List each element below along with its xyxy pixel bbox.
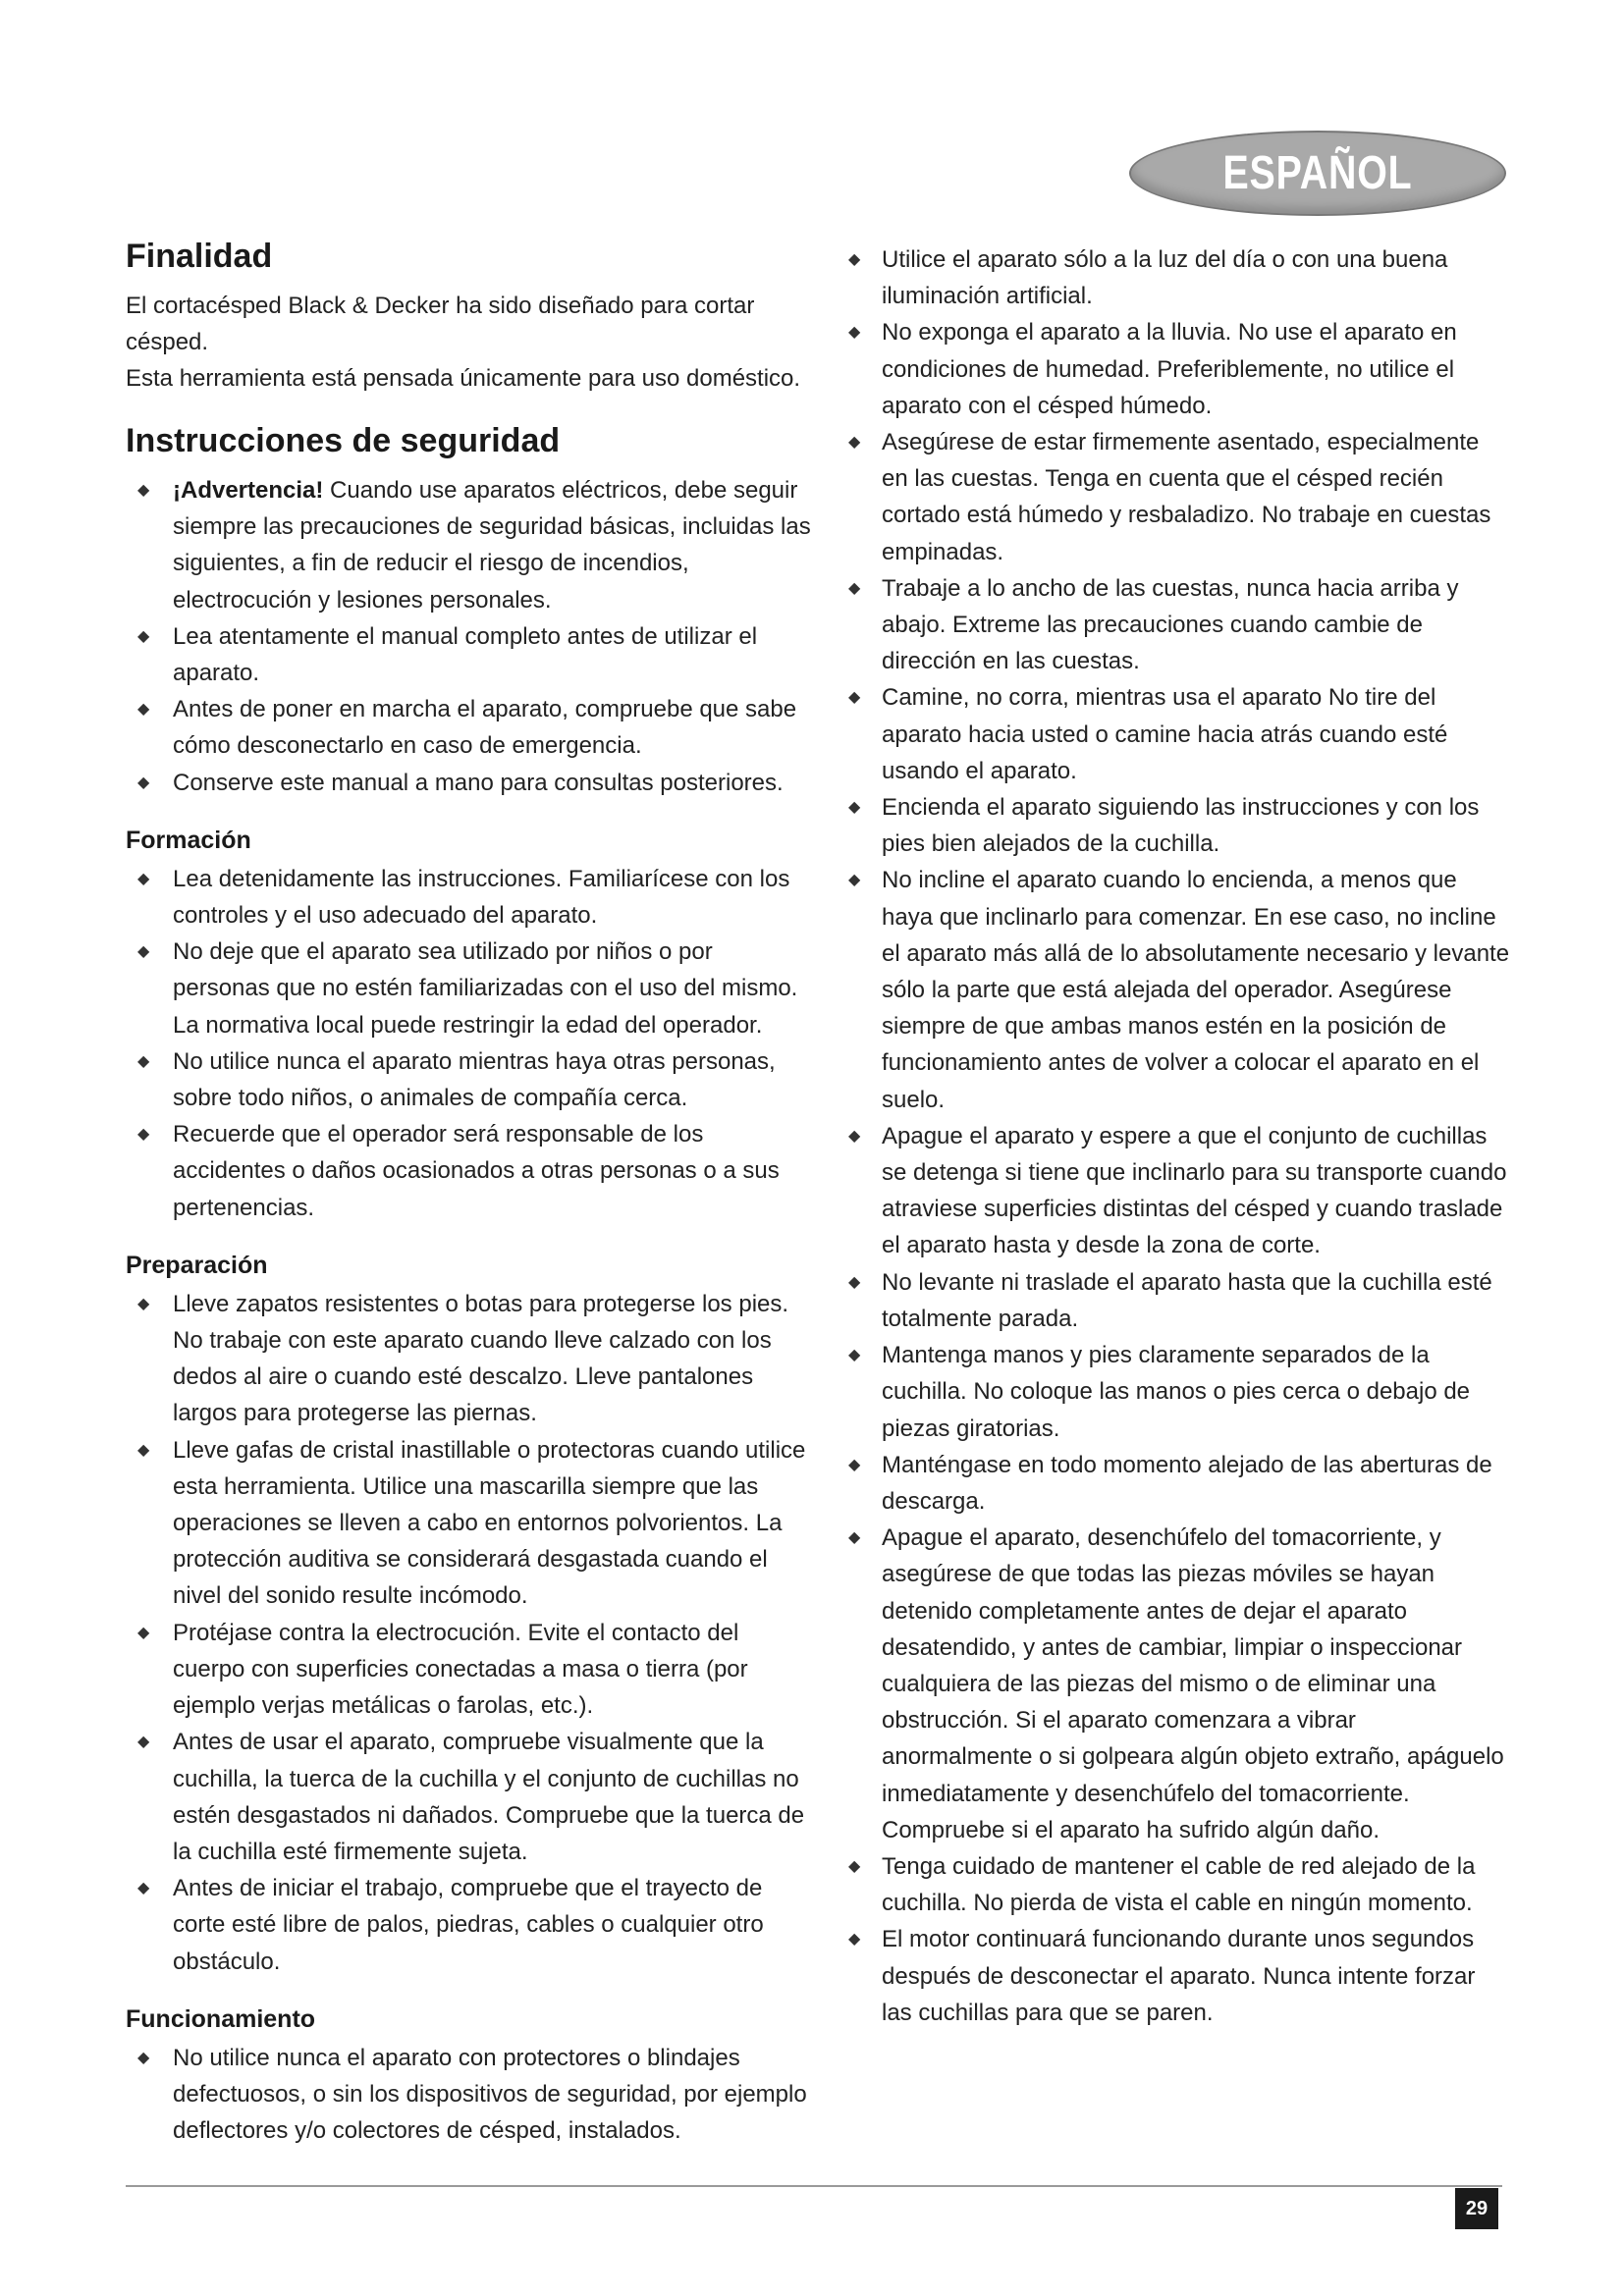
list-item: ◆ Lea atentamente el manual completo antes de utilizar el aparato. [126, 618, 813, 691]
list-item: ◆ Antes de poner en marcha el aparato, compruebe que sabe cómo desconectarlo en caso de emergencia. [126, 691, 813, 764]
list-item: ◆ Protéjase contra la electrocución. Evite el contacto del cuerpo con superficies conectadas a masa o tierra (por ejemplo verjas metálicas o farolas, etc.). [126, 1615, 813, 1725]
bullet-diamond-icon: ◆ [137, 943, 150, 961]
bullet-diamond-icon: ◆ [137, 482, 150, 499]
list-item: ◆ No exponga el aparato a la lluvia. No use el aparato en condiciones de humedad. Preferiblemente, no utilice el aparato con el césped húmedo. [842, 314, 1510, 424]
bullet-diamond-icon: ◆ [137, 1052, 150, 1070]
bullet-diamond-icon: ◆ [848, 324, 861, 342]
list-item: ◆ Mantenga manos y pies claramente separados de la cuchilla. No coloque las manos o pies cerca o debajo de piezas giratorias. [842, 1337, 1510, 1447]
bullet-diamond-icon: ◆ [848, 1347, 861, 1364]
page-number: 29 [1455, 2188, 1498, 2229]
list-item: ◆ Apague el aparato, desenchúfelo del tomacorriente, y asegúrese de que todas las piezas móviles se hayan detenido completamente antes de dejar el aparato desatendido, y antes de cambiar, limpiar o inspeccionar cualquiera de las piezas del mismo o de eliminar una obstrucción. Si el aparato comenzara a vibrar anormalmente o si golpeara algún objeto extraño, apáguelo inmediatamente y desenchúfelo del tomacorriente. Compruebe si el aparato ha sufrido algún daño. [842, 1520, 1510, 1848]
bullet-diamond-icon: ◆ [848, 1456, 861, 1473]
list-item: ◆ Conserve este manual a mano para consultas posteriores. [126, 765, 813, 801]
funcionamiento-list [126, 2040, 813, 2150]
warning-label: ¡Advertencia! [173, 477, 324, 504]
bullet-diamond-icon: ◆ [848, 1127, 861, 1145]
right-column [842, 241, 1510, 2031]
list-item: ◆ No incline el aparato cuando lo encienda, a menos que haya que inclinarlo para comenzar. En ese caso, no incline el aparato más allá de lo absolutamente necesario y levante sólo la parte que está alejada del operador. Asegúrese siempre de que ambas manos estén en la posición de funcionamiento antes de volver a colocar el aparato en el suelo. [842, 862, 1510, 1117]
list-item: ◆ Lea detenidamente las instrucciones. Familiarícese con los controles y el uso adecuado del aparato. [126, 861, 813, 934]
finalidad-paragraph-1: El cortacésped Black & Decker ha sido diseñado para cortar césped. [126, 293, 755, 355]
preparacion-list [126, 1286, 813, 1980]
left-column [126, 238, 813, 2149]
list-item: ◆ Recuerde que el operador será responsable de los accidentes o daños ocasionados a otras personas o a sus pertenencias. [126, 1116, 813, 1226]
bullet-diamond-icon: ◆ [848, 1273, 861, 1291]
warning-text: Cuando use aparatos eléctricos, debe seguir siempre las precauciones de seguridad básicas, incluidas las siguientes, a fin de reducir el riesgo de incendios, electrocución y lesiones personales. [173, 477, 811, 614]
bullet-diamond-icon: ◆ [848, 799, 861, 817]
list-item: ◆ Tenga cuidado de mantener el cable de red alejado de la cuchilla. No pierda de vista el cable en ningún momento. [842, 1848, 1510, 1921]
bullet-diamond-icon: ◆ [137, 774, 150, 791]
bullet-diamond-icon: ◆ [848, 434, 861, 452]
bullet-diamond-icon: ◆ [848, 1529, 861, 1547]
list-item: ◆ Antes de iniciar el trabajo, compruebe que el trayecto de corte esté libre de palos, piedras, cables o cualquier otro obstáculo. [126, 1870, 813, 1980]
bullet-diamond-icon: ◆ [848, 689, 861, 707]
bullet-diamond-icon: ◆ [137, 1441, 150, 1459]
list-item: ◆ Antes de usar el aparato, compruebe visualmente que la cuchilla, la tuerca de la cuchilla y el conjunto de cuchillas no estén desgastados ni dañados. Compruebe que la tuerca de la cuchilla esté firmemente sujeta. [126, 1724, 813, 1870]
list-item: ◆ Utilice el aparato sólo a la luz del día o con una buena iluminación artificial. [842, 241, 1510, 314]
list-item: ◆ No deje que el aparato sea utilizado por niños o por personas que no estén familiarizadas con el uso del mismo. La normativa local puede restringir la edad del operador. [126, 934, 813, 1043]
list-item: ◆ Lleve zapatos resistentes o botas para protegerse los pies. No trabaje con este aparato cuando lleve calzado con los dedos al aire o cuando esté descalzo. Lleve pantalones largos para protegerse las piernas. [126, 1286, 813, 1432]
bullet-diamond-icon: ◆ [848, 251, 861, 268]
bullet-diamond-icon: ◆ [848, 872, 861, 889]
list-item: ◆ Lleve gafas de cristal inastillable o protectoras cuando utilice esta herramienta. Utilice una mascarilla siempre que las operaciones se lleven a cabo en entornos polvorientos. La protección auditiva se considerará desgastada cuando el nivel del sonido resulte incómodo. [126, 1432, 813, 1615]
preparacion-heading: Preparación [126, 1251, 268, 1279]
list-item: ◆ Manténgase en todo momento alejado de las aberturas de descarga. [842, 1447, 1510, 1520]
list-item: ◆ El motor continuará funcionando durante unos segundos después de desconectar el aparato. Nunca intente forzar las cuchillas para que se paren. [842, 1921, 1510, 2031]
bullet-diamond-icon: ◆ [848, 579, 861, 597]
list-item: ◆ No utilice nunca el aparato con protectores o blindajes defectuosos, o sin los dispositivos de seguridad, por ejemplo deflectores y/o colectores de césped, instalados. [126, 2040, 813, 2150]
bullet-diamond-icon: ◆ [137, 1126, 150, 1144]
bullet-diamond-icon: ◆ [137, 2049, 150, 2066]
finalidad-heading: Finalidad [126, 238, 273, 275]
warning-item [126, 472, 813, 618]
language-badge [1129, 131, 1506, 216]
bullet-diamond-icon: ◆ [137, 870, 150, 887]
bullet-diamond-icon: ◆ [137, 627, 150, 645]
bullet-diamond-icon: ◆ [137, 1295, 150, 1312]
seguridad-heading: Instrucciones de seguridad [126, 422, 561, 459]
bullet-diamond-icon: ◆ [137, 1880, 150, 1897]
finalidad-paragraph-2: Esta herramienta está pensada únicamente para uso doméstico. [126, 365, 801, 392]
footer-divider [126, 2185, 1502, 2187]
funcionamiento-continued-list [842, 241, 1510, 2031]
formacion-heading: Formación [126, 826, 251, 854]
bullet-diamond-icon: ◆ [137, 1624, 150, 1641]
list-item: ◆ Camine, no corra, mientras usa el aparato No tire del aparato hacia usted o camine hacia atrás cuando esté usando el aparato. [842, 679, 1510, 789]
list-item: ◆ Trabaje a lo ancho de las cuestas, nunca hacia arriba y abajo. Extreme las precauciones cuando cambie de dirección en las cuestas. [842, 570, 1510, 680]
language-label: ESPAÑOL [1222, 147, 1413, 199]
list-item: ◆ Encienda el aparato siguiendo las instrucciones y con los pies bien alejados de la cuchilla. [842, 789, 1510, 862]
bullet-diamond-icon: ◆ [848, 1931, 861, 1949]
formacion-list [126, 861, 813, 1226]
list-item: ◆ Apague el aparato y espere a que el conjunto de cuchillas se detenga si tiene que inclinarlo para su transporte cuando atraviese superficies distintas del césped y cuando traslade el aparato hasta y desde la zona de corte. [842, 1118, 1510, 1264]
list-item: ◆ No levante ni traslade el aparato hasta que la cuchilla esté totalmente parada. [842, 1264, 1510, 1337]
seguridad-list [126, 472, 813, 801]
list-item: ◆ No utilice nunca el aparato mientras haya otras personas, sobre todo niños, o animales de compañía cerca. [126, 1043, 813, 1116]
bullet-diamond-icon: ◆ [848, 1857, 861, 1875]
bullet-diamond-icon: ◆ [137, 1734, 150, 1751]
funcionamiento-heading: Funcionamiento [126, 2004, 316, 2033]
bullet-diamond-icon: ◆ [137, 701, 150, 719]
list-item: ◆ Asegúrese de estar firmemente asentado, especialmente en las cuestas. Tenga en cuenta que el césped recién cortado está húmedo y resbaladizo. No trabaje en cuestas empinadas. [842, 424, 1510, 570]
